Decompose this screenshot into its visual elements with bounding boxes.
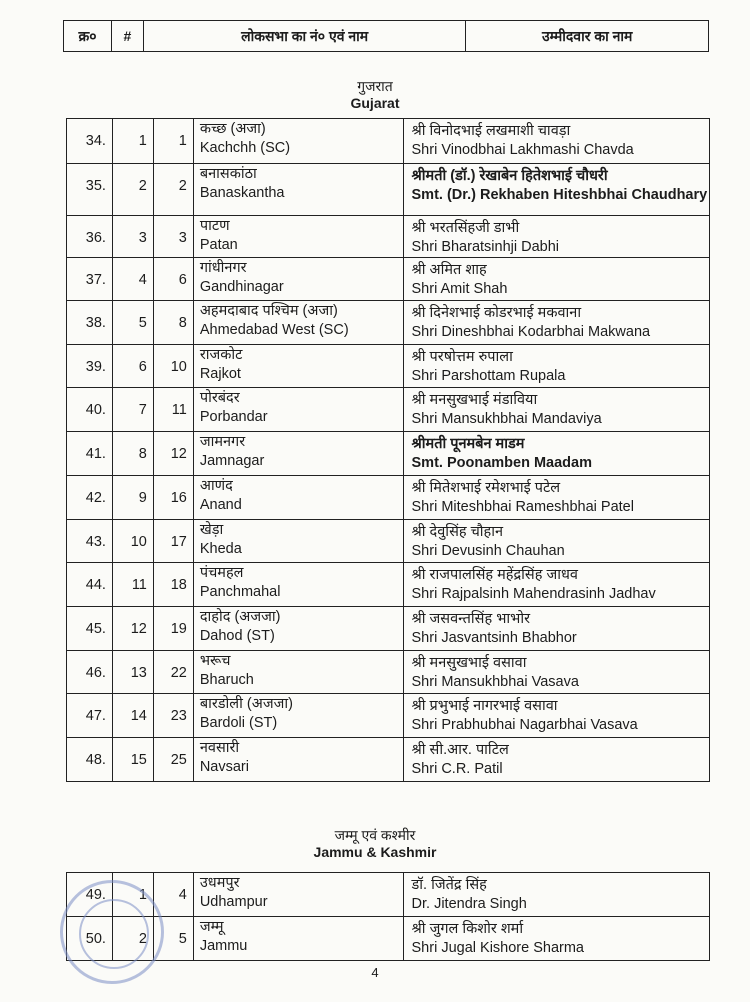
serial-number: 41. bbox=[85, 446, 106, 462]
candidate-name-cell bbox=[403, 917, 709, 961]
section-title-hi: गुजरात bbox=[357, 78, 393, 94]
serial-number: 35. bbox=[85, 178, 106, 194]
constituency-number: 12 bbox=[170, 446, 187, 462]
state-index: 7 bbox=[138, 402, 147, 418]
constituency-name-english: Patan bbox=[199, 237, 238, 253]
serial-number-cell bbox=[67, 520, 113, 563]
state-index: 3 bbox=[138, 230, 147, 246]
candidate-name-cell bbox=[403, 476, 710, 520]
state-index: 10 bbox=[130, 534, 147, 550]
candidate-name-cell bbox=[403, 388, 710, 432]
serial-number: 49. bbox=[85, 887, 106, 903]
state-index-cell bbox=[112, 164, 153, 216]
candidate-name-hindi: श्री राजपालसिंह महेंद्रसिंह जाधव bbox=[411, 567, 578, 583]
constituency-name-english: Ahmedabad West (SC) bbox=[199, 322, 349, 338]
constituency-name-hindi: राजकोट bbox=[199, 347, 243, 363]
candidate-name-english: Shri Jugal Kishore Sharma bbox=[411, 940, 584, 956]
candidate-name-hindi: श्री परषोत्तम रुपाला bbox=[411, 349, 513, 365]
constituency-number: 6 bbox=[178, 272, 187, 288]
serial-number: 43. bbox=[85, 534, 106, 550]
candidate-name-hindi: श्री विनोदभाई लखमाशी चावड़ा bbox=[411, 123, 571, 139]
table-row bbox=[67, 607, 710, 651]
candidate-name-cell bbox=[403, 345, 710, 388]
state-index: 15 bbox=[130, 752, 147, 768]
state-index: 6 bbox=[138, 359, 147, 375]
candidate-name-english: Shri Bharatsinhji Dabhi bbox=[411, 239, 559, 255]
constituency-number-cell bbox=[153, 119, 193, 164]
candidate-name-cell bbox=[403, 164, 710, 216]
candidate-name-english: Shri Jasvantsinh Bhabhor bbox=[411, 630, 577, 646]
column-header-row bbox=[64, 21, 709, 52]
table-row bbox=[67, 520, 710, 563]
state-index: 12 bbox=[130, 621, 147, 637]
candidate-name-cell bbox=[403, 738, 710, 782]
candidate-name-hindi: श्री मितेशभाई रमेशभाई पटेल bbox=[411, 480, 561, 496]
serial-number-cell bbox=[67, 607, 113, 651]
header-hash: # bbox=[111, 21, 143, 52]
state-index-cell bbox=[112, 563, 153, 607]
constituency-number-cell bbox=[153, 388, 193, 432]
serial-number-cell bbox=[67, 216, 113, 258]
constituency-name-english: Navsari bbox=[199, 759, 249, 775]
constituency-number: 2 bbox=[178, 178, 187, 194]
constituency-name-hindi: पाटण bbox=[199, 218, 230, 234]
serial-number: 37. bbox=[85, 272, 106, 288]
constituency-name-cell bbox=[193, 873, 403, 917]
candidate-name-cell bbox=[403, 694, 710, 738]
constituency-number-cell bbox=[153, 216, 193, 258]
candidate-name-english: Shri Amit Shah bbox=[411, 281, 508, 297]
serial-number: 38. bbox=[85, 315, 106, 331]
constituency-name-hindi: जम्मू bbox=[199, 919, 224, 935]
state-index: 9 bbox=[138, 490, 147, 506]
serial-number: 44. bbox=[85, 577, 106, 593]
candidate-name-cell bbox=[403, 607, 710, 651]
constituency-number: 16 bbox=[170, 490, 187, 506]
candidate-name-hindi: श्री जुगल किशोर शर्मा bbox=[411, 921, 524, 937]
constituency-number: 11 bbox=[171, 402, 187, 418]
state-index: 11 bbox=[131, 577, 147, 593]
candidate-name-cell bbox=[403, 258, 710, 301]
candidate-name-cell bbox=[403, 432, 710, 476]
constituency-name-hindi: बनासकांठा bbox=[199, 166, 257, 182]
table-row bbox=[67, 432, 710, 476]
candidate-name-hindi: श्री प्रभुभाई नागरभाई वसावा bbox=[411, 698, 558, 714]
serial-number-cell bbox=[67, 738, 113, 782]
constituency-name-hindi: उधमपुर bbox=[199, 875, 240, 891]
header-serial: क्र० bbox=[64, 21, 112, 52]
serial-number: 47. bbox=[85, 708, 106, 724]
constituency-name-english: Jammu bbox=[199, 938, 248, 954]
serial-number-cell bbox=[67, 345, 113, 388]
constituency-name-cell bbox=[193, 258, 403, 301]
serial-number-cell bbox=[67, 694, 113, 738]
candidate-table-jammu-kashmir bbox=[66, 872, 710, 961]
constituency-name-hindi: भरूच bbox=[199, 653, 231, 669]
constituency-name-english: Udhampur bbox=[199, 894, 268, 910]
constituency-name-hindi: बारडोली (अजजा) bbox=[199, 696, 293, 712]
state-index-cell bbox=[112, 738, 153, 782]
serial-number: 50. bbox=[85, 931, 106, 947]
table-row bbox=[67, 119, 710, 164]
header-constituency: लोकसभा का नं० एवं नाम bbox=[143, 21, 465, 52]
constituency-name-hindi: गांधीनगर bbox=[199, 260, 247, 276]
candidate-name-hindi: श्री सी.आर. पाटिल bbox=[411, 742, 509, 758]
serial-number-cell bbox=[67, 651, 113, 694]
serial-number: 36. bbox=[85, 230, 106, 246]
state-index-cell bbox=[112, 694, 153, 738]
constituency-name-hindi: कच्छ (अजा) bbox=[199, 121, 266, 137]
state-index: 8 bbox=[138, 446, 147, 462]
candidate-name-english: Shri Devusinh Chauhan bbox=[411, 543, 565, 559]
constituency-number: 3 bbox=[178, 230, 187, 246]
state-index: 1 bbox=[138, 887, 147, 903]
state-index: 14 bbox=[130, 708, 147, 724]
constituency-number: 18 bbox=[170, 577, 187, 593]
state-index: 5 bbox=[138, 315, 147, 331]
constituency-name-hindi: जामनगर bbox=[199, 434, 246, 450]
candidate-name-cell bbox=[403, 651, 710, 694]
candidate-name-english: Shri Miteshbhai Rameshbhai Patel bbox=[411, 499, 634, 515]
candidate-name-english: Shri Mansukhbhai Vasava bbox=[411, 674, 579, 690]
serial-number-cell bbox=[67, 432, 113, 476]
state-index-cell bbox=[112, 216, 153, 258]
section-title-en: Jammu & Kashmir bbox=[313, 844, 437, 860]
constituency-name-hindi: दाहोद (अजजा) bbox=[199, 609, 281, 625]
constituency-name-english: Banaskantha bbox=[199, 185, 285, 201]
serial-number-cell bbox=[67, 258, 113, 301]
state-index-cell bbox=[112, 258, 153, 301]
state-index: 4 bbox=[138, 272, 147, 288]
candidate-name-english: Shri Dineshbhai Kodarbhai Makwana bbox=[411, 324, 651, 340]
state-index-cell bbox=[112, 432, 153, 476]
constituency-number-cell bbox=[153, 607, 193, 651]
constituency-number-cell bbox=[153, 164, 193, 216]
serial-number: 39. bbox=[85, 359, 106, 375]
serial-number: 34. bbox=[85, 133, 106, 149]
candidate-name-hindi: श्री अमित शाह bbox=[411, 262, 487, 278]
constituency-number: 25 bbox=[170, 752, 187, 768]
candidate-name-hindi: श्रीमती पूनमबेन माडम bbox=[411, 436, 525, 452]
column-header-table bbox=[63, 20, 709, 52]
state-index-cell bbox=[112, 520, 153, 563]
serial-number-cell bbox=[67, 476, 113, 520]
constituency-number: 5 bbox=[178, 931, 187, 947]
constituency-name-english: Porbandar bbox=[199, 409, 268, 425]
constituency-name-cell bbox=[193, 301, 403, 345]
constituency-number-cell bbox=[153, 651, 193, 694]
constituency-name-english: Kachchh (SC) bbox=[199, 140, 291, 156]
constituency-number: 22 bbox=[170, 665, 187, 681]
candidate-name-english: Shri Vinodbhai Lakhmashi Chavda bbox=[411, 142, 634, 158]
candidate-name-hindi: श्री मनसुखभाई मंडाविया bbox=[411, 392, 538, 408]
state-index-cell bbox=[112, 476, 153, 520]
constituency-number: 23 bbox=[170, 708, 187, 724]
page-number: 4 bbox=[371, 965, 379, 980]
constituency-number-cell bbox=[153, 345, 193, 388]
constituency-name-cell bbox=[193, 607, 403, 651]
constituency-name-english: Bharuch bbox=[199, 672, 254, 688]
candidate-name-cell bbox=[403, 119, 710, 164]
candidate-name-english: Shri Prabhubhai Nagarbhai Vasava bbox=[411, 717, 638, 733]
constituency-name-cell bbox=[193, 119, 403, 164]
serial-number-cell bbox=[67, 164, 113, 216]
candidate-name-english: Smt. Poonamben Maadam bbox=[411, 455, 592, 471]
state-index-cell bbox=[112, 301, 153, 345]
constituency-name-cell bbox=[193, 216, 403, 258]
constituency-number: 4 bbox=[178, 887, 187, 903]
constituency-number: 8 bbox=[178, 315, 187, 331]
constituency-number: 10 bbox=[170, 359, 187, 375]
candidate-name-hindi: श्री भरतसिंहजी डाभी bbox=[411, 220, 520, 236]
constituency-name-english: Bardoli (ST) bbox=[199, 715, 278, 731]
state-index: 2 bbox=[138, 178, 147, 194]
constituency-name-cell bbox=[193, 476, 403, 520]
constituency-name-hindi: पोरबंदर bbox=[199, 390, 240, 406]
state-index: 1 bbox=[138, 133, 147, 149]
constituency-number: 17 bbox=[170, 534, 187, 550]
section-title-en: Gujarat bbox=[350, 95, 400, 111]
candidate-name-hindi: डॉ. जितेंद्र सिंह bbox=[411, 877, 487, 893]
constituency-name-cell bbox=[193, 738, 403, 782]
table-row bbox=[67, 301, 710, 345]
constituency-name-cell bbox=[193, 694, 403, 738]
constituency-name-english: Kheda bbox=[199, 541, 242, 557]
constituency-name-cell bbox=[193, 651, 403, 694]
table-row bbox=[67, 563, 710, 607]
state-index-cell bbox=[112, 651, 153, 694]
candidate-name-english: Shri Rajpalsinh Mahendrasinh Jadhav bbox=[411, 586, 656, 602]
candidate-name-english: Shri Mansukhbhai Mandaviya bbox=[411, 411, 602, 427]
constituency-name-english: Anand bbox=[199, 497, 242, 513]
state-index: 2 bbox=[138, 931, 147, 947]
candidate-name-cell bbox=[403, 873, 709, 917]
candidate-table-gujarat bbox=[66, 118, 710, 782]
constituency-name-hindi: नवसारी bbox=[199, 740, 240, 756]
candidate-name-english: Shri Parshottam Rupala bbox=[411, 368, 566, 384]
constituency-number: 1 bbox=[178, 133, 187, 149]
constituency-name-cell bbox=[193, 520, 403, 563]
serial-number-cell bbox=[67, 301, 113, 345]
constituency-number-cell bbox=[153, 258, 193, 301]
candidate-name-cell bbox=[403, 216, 710, 258]
candidate-name-cell bbox=[403, 563, 710, 607]
constituency-name-hindi: खेड़ा bbox=[199, 522, 224, 538]
header-candidate: उम्मीदवार का नाम bbox=[466, 21, 709, 52]
constituency-number-cell bbox=[153, 738, 193, 782]
serial-number-cell bbox=[67, 563, 113, 607]
candidate-name-hindi: श्री मनसुखभाई वसावा bbox=[411, 655, 527, 671]
constituency-number-cell bbox=[153, 563, 193, 607]
serial-number: 46. bbox=[85, 665, 106, 681]
constituency-number-cell bbox=[153, 520, 193, 563]
candidate-name-english: Shri C.R. Patil bbox=[411, 761, 503, 777]
table-row bbox=[67, 164, 710, 216]
constituency-name-english: Dahod (ST) bbox=[199, 628, 275, 644]
table-row bbox=[67, 216, 710, 258]
state-index-cell bbox=[112, 607, 153, 651]
constituency-name-cell bbox=[193, 563, 403, 607]
candidate-name-cell bbox=[403, 301, 710, 345]
serial-number: 45. bbox=[85, 621, 106, 637]
candidate-name-hindi: श्रीमती (डॉ.) रेखाबेन हितेशभाई चौधरी bbox=[411, 168, 608, 184]
constituency-number: 19 bbox=[170, 621, 187, 637]
constituency-name-english: Rajkot bbox=[199, 366, 241, 382]
constituency-number-cell bbox=[153, 694, 193, 738]
section-title-gujarat bbox=[0, 78, 750, 112]
constituency-name-cell bbox=[193, 164, 403, 216]
constituency-name-cell bbox=[193, 917, 403, 961]
candidate-name-hindi: श्री देवुसिंह चौहान bbox=[411, 524, 504, 540]
table-row bbox=[67, 258, 710, 301]
serial-number: 42. bbox=[85, 490, 106, 506]
serial-number: 40. bbox=[85, 402, 106, 418]
serial-number-cell bbox=[67, 388, 113, 432]
constituency-name-hindi: पंचमहल bbox=[199, 565, 244, 581]
table-row bbox=[67, 694, 710, 738]
table-row bbox=[67, 476, 710, 520]
constituency-name-english: Jamnagar bbox=[199, 453, 265, 469]
section-title-hi: जम्मू एवं कश्मीर bbox=[334, 827, 416, 843]
constituency-name-cell bbox=[193, 388, 403, 432]
state-index-cell bbox=[112, 119, 153, 164]
candidate-name-cell bbox=[403, 520, 710, 563]
serial-number: 48. bbox=[85, 752, 106, 768]
candidate-name-english: Dr. Jitendra Singh bbox=[411, 896, 527, 912]
section-title-jammu-kashmir bbox=[0, 827, 750, 861]
serial-number-cell bbox=[67, 119, 113, 164]
constituency-name-english: Gandhinagar bbox=[199, 279, 284, 295]
state-index-cell bbox=[112, 388, 153, 432]
table-row bbox=[67, 345, 710, 388]
constituency-name-cell bbox=[193, 432, 403, 476]
constituency-number-cell bbox=[153, 301, 193, 345]
table-row bbox=[67, 388, 710, 432]
candidate-name-hindi: श्री दिनेशभाई कोडरभाई मकवाना bbox=[411, 305, 582, 321]
constituency-name-hindi: आणंद bbox=[199, 478, 233, 494]
table-row bbox=[67, 873, 710, 917]
constituency-number-cell bbox=[153, 476, 193, 520]
constituency-name-hindi: अहमदाबाद पश्चिम (अजा) bbox=[199, 303, 338, 319]
table-row bbox=[67, 651, 710, 694]
constituency-number-cell bbox=[153, 432, 193, 476]
table-row bbox=[67, 738, 710, 782]
candidate-name-english: Smt. (Dr.) Rekhaben Hiteshbhai Chaudhary bbox=[411, 187, 708, 203]
state-index: 13 bbox=[130, 665, 147, 681]
candidate-name-hindi: श्री जसवन्तसिंह भाभोर bbox=[411, 611, 531, 627]
constituency-name-cell bbox=[193, 345, 403, 388]
constituency-name-english: Panchmahal bbox=[199, 584, 281, 600]
state-index-cell bbox=[112, 345, 153, 388]
